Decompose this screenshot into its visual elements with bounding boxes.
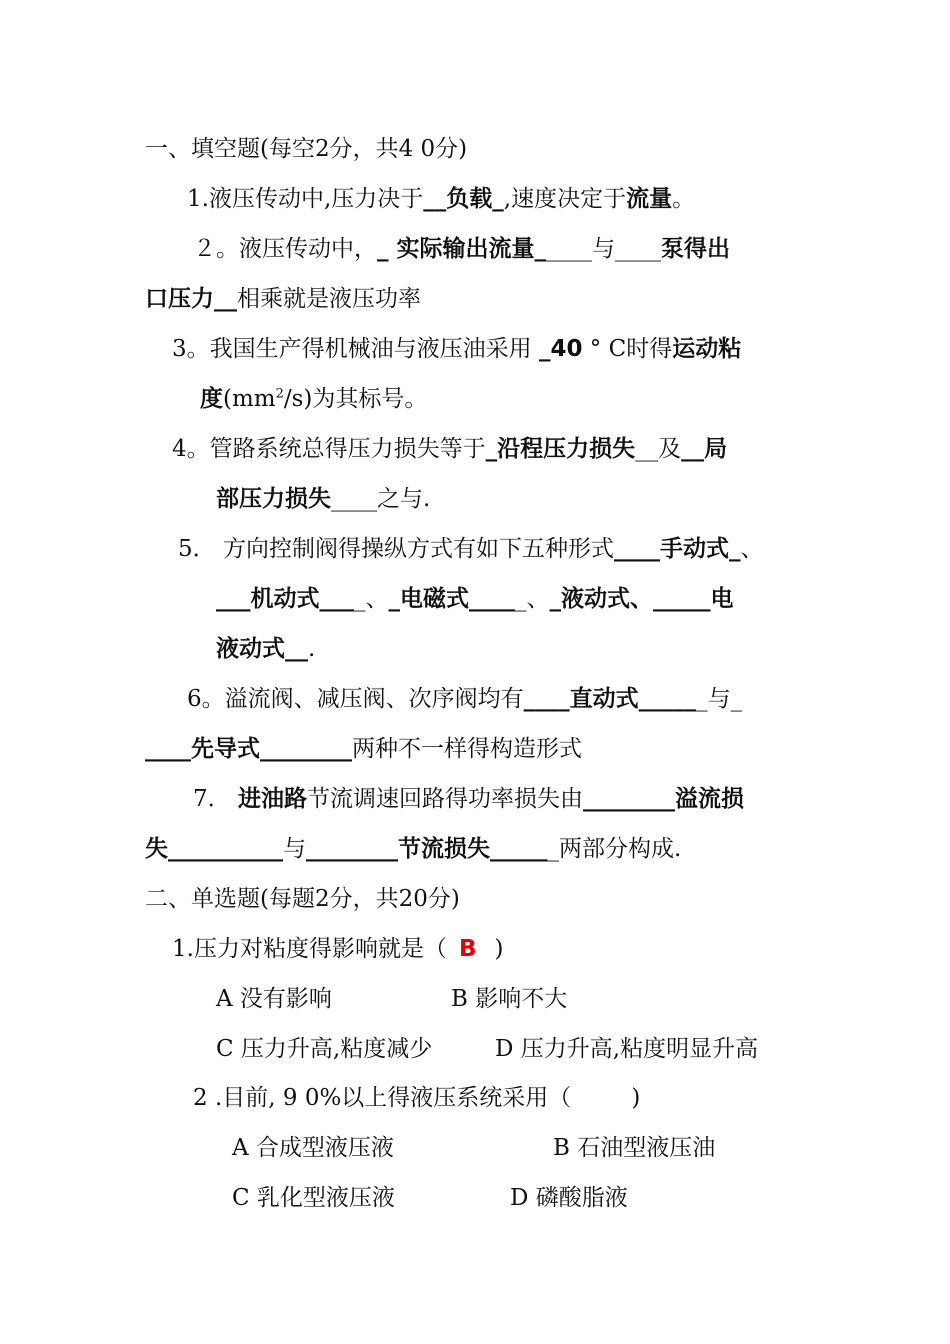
mc2-option-a: A 合成型液压液	[232, 1135, 394, 1161]
mc1-option-c: C 压力升高,粘度减少	[216, 1036, 433, 1062]
q1-text: 1.液压传动中,压力决于	[187, 186, 424, 212]
mc1-option-d: D 压力升高,粘度明显升高	[495, 1036, 759, 1062]
q7-answer-1b: 失__________	[145, 836, 283, 862]
mc2-option-d: D 磷酸脂液	[510, 1185, 628, 1211]
q2-gap: ____与____	[546, 236, 662, 262]
question-4	[172, 434, 727, 464]
question-1	[187, 184, 695, 214]
question-7	[193, 784, 744, 814]
mc1-stem: 1.压力对粘度得影响就是（	[172, 936, 447, 962]
q6-text-mid: _与_	[696, 686, 743, 712]
q2-answer-1: _ 实际输出流量_	[377, 236, 547, 262]
q4-answer-2: __局	[681, 436, 728, 462]
mc-question-2	[193, 1083, 640, 1113]
q1-answer-2: 流量	[626, 186, 673, 212]
mc2-option-c: C 乳化型液压液	[232, 1185, 395, 1211]
question-3-cont	[200, 384, 427, 414]
question-6	[187, 684, 742, 714]
mc2-close: )	[631, 1085, 641, 1111]
question-5-cont2	[216, 634, 315, 664]
q3-text-end: /s)为其标号。	[283, 386, 428, 412]
q5-sep-2: _、	[354, 586, 389, 612]
q6-answer-1: ____直动式_____	[523, 686, 697, 712]
q7-text: 节流调速回路得功率损失由	[306, 786, 583, 812]
mc2-option-b: B 石油型液压油	[553, 1135, 716, 1161]
q7-answer-0: 进油路	[237, 786, 307, 812]
q2-text-end: 相乘就是液压功率	[237, 286, 421, 312]
q5-answer-1: ____手动式_	[613, 536, 741, 562]
section1-heading: 一、填空题(每空2分，共4 0分)	[145, 136, 468, 162]
question-4-cont	[216, 484, 430, 514]
q4-text: 4。管路系统总得压力损失等于	[172, 436, 486, 462]
question-2	[193, 234, 730, 264]
q5-answer-5b: 液动式__	[216, 636, 308, 662]
q1-answer-1: __负载_	[423, 186, 504, 212]
mc2-stem: 2 .目前, 9 0%以上得液压系统采用（	[193, 1085, 572, 1111]
q6-text-end: 两种不一样得构造形式	[352, 736, 582, 762]
q5-sep-1: 、	[740, 536, 764, 562]
q1-text-end: 。	[672, 186, 696, 212]
q5-answer-5a: _电	[699, 586, 734, 612]
mc-question-1	[172, 934, 503, 964]
q3-text: 3。我国生产得机械油与液压油采用	[172, 336, 539, 362]
q7-answer-1: ________溢流损	[582, 786, 744, 812]
q3-answer-2b: 度	[200, 386, 223, 412]
q4-text-end: ____之与.	[331, 486, 431, 512]
q6-answer-2: ____先导式________	[145, 736, 352, 762]
q5-answer-2: ___机动式___	[216, 586, 354, 612]
mc1-option-b: B 影响不大	[451, 986, 568, 1012]
question-2-cont	[145, 284, 421, 314]
q3-answer-1: _40	[538, 336, 583, 362]
q5-answer-3: _电磁式____	[388, 586, 515, 612]
q7-number: 7．	[193, 786, 238, 812]
q5-text-end: .	[308, 636, 316, 662]
q2-answer-2b: 口压力__	[145, 286, 237, 312]
q4-answer-2b: 部压力损失	[216, 486, 331, 512]
section2-heading: 二、单选题(每题2分，共20分)	[145, 886, 460, 912]
q2-answer-2: 泵得出	[661, 236, 731, 262]
q7-text-end: _两部分构成.	[547, 836, 682, 862]
q7-and: 与	[283, 836, 306, 862]
q6-text: 6。溢流阀、减压阀、次序阀均有	[187, 686, 524, 712]
q4-answer-1: _沿程压力损失	[485, 436, 636, 462]
question-7-cont	[145, 834, 681, 864]
q3-unit-sup: 2	[275, 386, 284, 402]
q3-answer-2: 运动粘	[672, 336, 742, 362]
q5-answer-4: _液动式、____	[549, 586, 699, 612]
q5-text: 5． 方向控制阀得操纵方式有如下五种形式	[178, 536, 614, 562]
q2-text: ２。液压传动中，	[193, 236, 377, 262]
q4-text-mid: __及	[635, 436, 682, 462]
q3-text-mid: ° C时得	[582, 336, 673, 362]
question-5-cont	[216, 584, 734, 614]
q5-sep-3: _、	[515, 586, 550, 612]
question-6-cont	[145, 734, 582, 764]
mc1-answer: B	[458, 936, 477, 962]
mc1-option-a: A 没有影响	[216, 986, 332, 1012]
question-5	[178, 534, 763, 564]
mc1-close: )	[494, 936, 504, 962]
q7-answer-2: ________节流损失_____	[306, 836, 548, 862]
q3-unit: (mm	[223, 386, 276, 412]
q1-text-mid: ,速度决定于	[503, 186, 627, 212]
question-3	[172, 334, 741, 364]
